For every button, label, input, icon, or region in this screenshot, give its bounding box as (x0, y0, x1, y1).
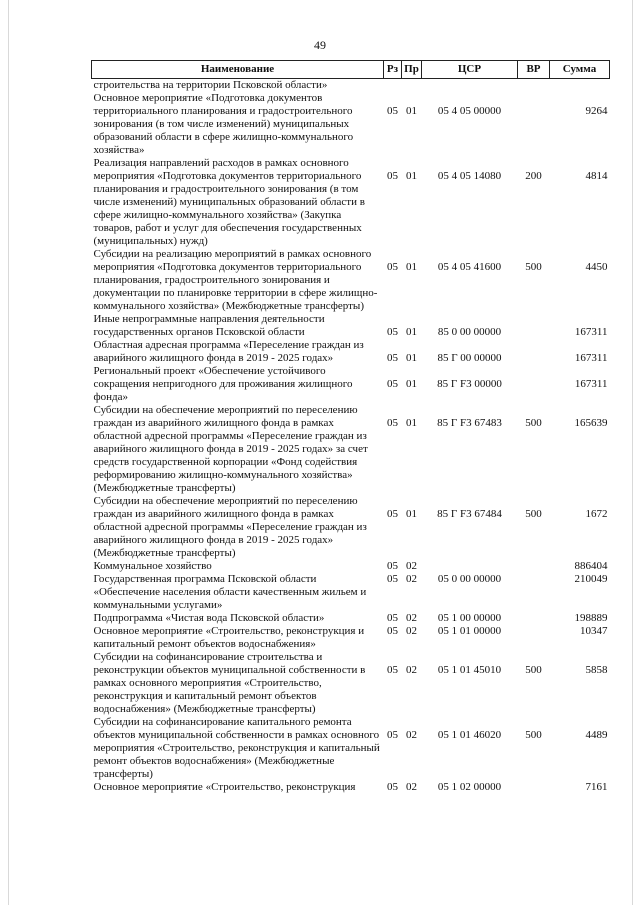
row-name: Субсидии на реализацию мероприятий в рамках основного мероприятия «Подготовка документов территориального планирования, градостроительного зонирования и документации по планировке территории в сфере жилищно-коммунального хозяйства» (Межбюджетные трансферты) (93, 248, 378, 312)
row-name: Областная адресная программа «Переселение граждан из аварийного жилищного фонда в 2019 - 2025 годах» (93, 339, 364, 364)
row-name: строительства на территории Псковской области» (93, 79, 328, 91)
row-rz (384, 79, 402, 93)
row-vr (518, 625, 550, 651)
row-vr (518, 365, 550, 404)
row-name: Субсидии на софинансирование строительства и реконструкции объектов муниципальной собственности в рамках основного мероприятия «Строительство, реконструкция и капитальный ремонт объектов водоснабжения» (Межбюджетные трансферты) (93, 651, 366, 715)
row-rz: 05 (387, 560, 398, 572)
row-name: Коммунальное хозяйство (93, 560, 212, 572)
row-sum: 886404 (574, 560, 608, 572)
row-sum: 7161 (585, 781, 608, 793)
row-rz: 05 (387, 326, 398, 338)
row-csr: 05 4 05 14080 (437, 170, 502, 182)
row-sum (550, 79, 610, 93)
row-rz: 05 (387, 261, 398, 273)
row-sum: 1672 (585, 508, 608, 520)
row-pr: 02 (406, 625, 417, 637)
row-vr: 500 (525, 729, 542, 741)
table-row (92, 573, 610, 612)
row-vr: 200 (525, 170, 542, 182)
row-pr: 01 (406, 508, 417, 520)
budget-table (91, 60, 610, 794)
row-csr: 85 Г F3 67483 (437, 417, 502, 429)
row-vr (518, 313, 550, 339)
row-name: Основное мероприятие «Строительство, реконструкция и капитальный ремонт объектов водоснабжения» (93, 625, 365, 650)
row-csr: 85 Г F3 00000 (437, 378, 502, 390)
table-row (92, 339, 610, 365)
page-right-edge (632, 0, 633, 905)
row-rz: 05 (387, 352, 398, 364)
row-pr: 02 (406, 612, 417, 624)
row-pr: 01 (406, 378, 417, 390)
row-vr: 500 (525, 664, 542, 676)
row-csr: 05 1 00 00000 (437, 612, 502, 624)
row-vr (518, 92, 550, 157)
table-header-row (92, 61, 610, 79)
row-name: Основное мероприятие «Строительство, реконструкция (93, 781, 356, 793)
row-vr (518, 612, 550, 625)
row-name: Реализация направлений расходов в рамках основного мероприятия «Подготовка документов территориального планирования и градостроительного зонирования (в том числе изменений) муниципальных образований области в сфере жилищно-коммунального хозяйства» (Закупка товаров, работ и услуг для обеспечения государственных (муниципальных) нужд) (93, 157, 365, 247)
row-csr: 05 1 01 45010 (437, 664, 502, 676)
row-sum: 10347 (580, 625, 608, 637)
row-rz: 05 (387, 105, 398, 117)
row-vr: 500 (525, 508, 542, 520)
row-pr: 01 (406, 417, 417, 429)
header-pr: Пр (402, 61, 422, 79)
table-row (92, 781, 610, 794)
row-csr (422, 79, 518, 93)
row-rz: 05 (387, 417, 398, 429)
row-vr: 500 (525, 417, 542, 429)
row-vr: 500 (525, 261, 542, 273)
row-csr: 05 1 02 00000 (437, 781, 502, 793)
table-row (92, 651, 610, 716)
row-pr: 02 (406, 573, 417, 585)
row-sum: 4814 (585, 170, 608, 182)
row-pr: 01 (406, 105, 417, 117)
row-name: Государственная программа Псковской области «Обеспечение населения области качественным жильем и коммунальными услугами» (93, 573, 367, 611)
row-pr: 02 (406, 560, 417, 572)
table-row (92, 625, 610, 651)
row-vr (518, 573, 550, 612)
row-rz: 05 (387, 170, 398, 182)
row-rz: 05 (387, 781, 398, 793)
row-name: Подпрограмма «Чистая вода Псковской области» (93, 612, 325, 624)
table-row (92, 157, 610, 248)
row-csr: 05 1 01 46020 (437, 729, 502, 741)
row-sum: 210049 (574, 573, 608, 585)
row-pr: 01 (406, 170, 417, 182)
row-sum: 167311 (574, 352, 608, 364)
row-rz: 05 (387, 378, 398, 390)
row-rz: 05 (387, 664, 398, 676)
row-pr: 01 (406, 326, 417, 338)
row-name: Региональный проект «Обеспечение устойчивого сокращения непригодного для проживания жилищного фонда» (93, 365, 353, 403)
row-rz: 05 (387, 729, 398, 741)
row-csr: 05 4 05 00000 (437, 105, 502, 117)
table-row (92, 716, 610, 781)
row-sum: 165639 (574, 417, 608, 429)
table-row (92, 495, 610, 560)
header-vr: ВР (518, 61, 550, 79)
row-name: Субсидии на обеспечение мероприятий по переселению граждан из аварийного жилищного фонда в рамках областной адресной программы «Переселение граждан из аварийного жилищного фонда в 2019 - 2025 годах» (Межбюджетные трансферты) (93, 495, 367, 559)
table-row (92, 612, 610, 625)
row-csr: 85 0 00 00000 (437, 326, 502, 338)
header-name: Наименование (92, 61, 384, 79)
row-vr (518, 79, 550, 93)
page-number: 49 (314, 38, 326, 52)
table-row (92, 560, 610, 573)
row-csr: 05 1 01 00000 (437, 625, 502, 637)
page-left-edge (8, 0, 9, 905)
row-name: Основное мероприятие «Подготовка документов территориального планирования и градостроительного зонирования (в том числе изменений) муниципальных образований области в сфере жилищно-коммунального хозяйства» (93, 92, 354, 156)
row-sum: 167311 (574, 378, 608, 390)
row-name: Иные непрограммные направления деятельности государственных органов Псковской области (93, 313, 325, 338)
row-pr: 01 (406, 352, 417, 364)
row-sum: 198889 (574, 612, 608, 624)
row-csr: 05 0 00 00000 (437, 573, 502, 585)
row-name: Субсидии на софинансирование капитального ремонта объектов муниципальной собственности в рамках основного мероприятия «Строительство, реконструкция и капитальный ремонт объектов водоснабжения» (Межбюджетные трансферты) (93, 716, 380, 780)
table-row (92, 365, 610, 404)
header-csr: ЦСР (422, 61, 518, 79)
table-row (92, 248, 610, 313)
row-sum: 9264 (585, 105, 608, 117)
table-body (92, 79, 610, 795)
row-csr (422, 560, 518, 573)
row-pr: 02 (406, 781, 417, 793)
row-pr (402, 79, 422, 93)
row-sum: 4489 (585, 729, 608, 741)
row-name: Субсидии на обеспечение мероприятий по переселению граждан из аварийного жилищного фонда в рамках областной адресной программы «Переселение граждан из аварийного жилищного фонда в 2019 - 2025 годах» за счет средств государственной корпорации «Фонд содействия реформированию жилищно-коммунального хозяйства» (Межбюджетные трансферты) (93, 404, 368, 494)
row-rz: 05 (387, 573, 398, 585)
row-pr: 01 (406, 261, 417, 273)
table-row (92, 313, 610, 339)
row-vr (518, 560, 550, 573)
row-sum: 5858 (585, 664, 608, 676)
row-pr: 02 (406, 729, 417, 741)
table-row (92, 79, 610, 93)
table-row (92, 92, 610, 157)
header-rz: Рз (384, 61, 402, 79)
row-csr: 85 Г 00 00000 (437, 352, 502, 364)
row-sum: 167311 (574, 326, 608, 338)
table-row (92, 404, 610, 495)
row-rz: 05 (387, 612, 398, 624)
row-rz: 05 (387, 508, 398, 520)
header-sum: Сумма (550, 61, 610, 79)
row-vr (518, 781, 550, 794)
row-rz: 05 (387, 625, 398, 637)
row-sum: 4450 (585, 261, 608, 273)
row-pr: 02 (406, 664, 417, 676)
row-csr: 05 4 05 41600 (437, 261, 502, 273)
row-csr: 85 Г F3 67484 (437, 508, 502, 520)
row-vr (518, 339, 550, 365)
